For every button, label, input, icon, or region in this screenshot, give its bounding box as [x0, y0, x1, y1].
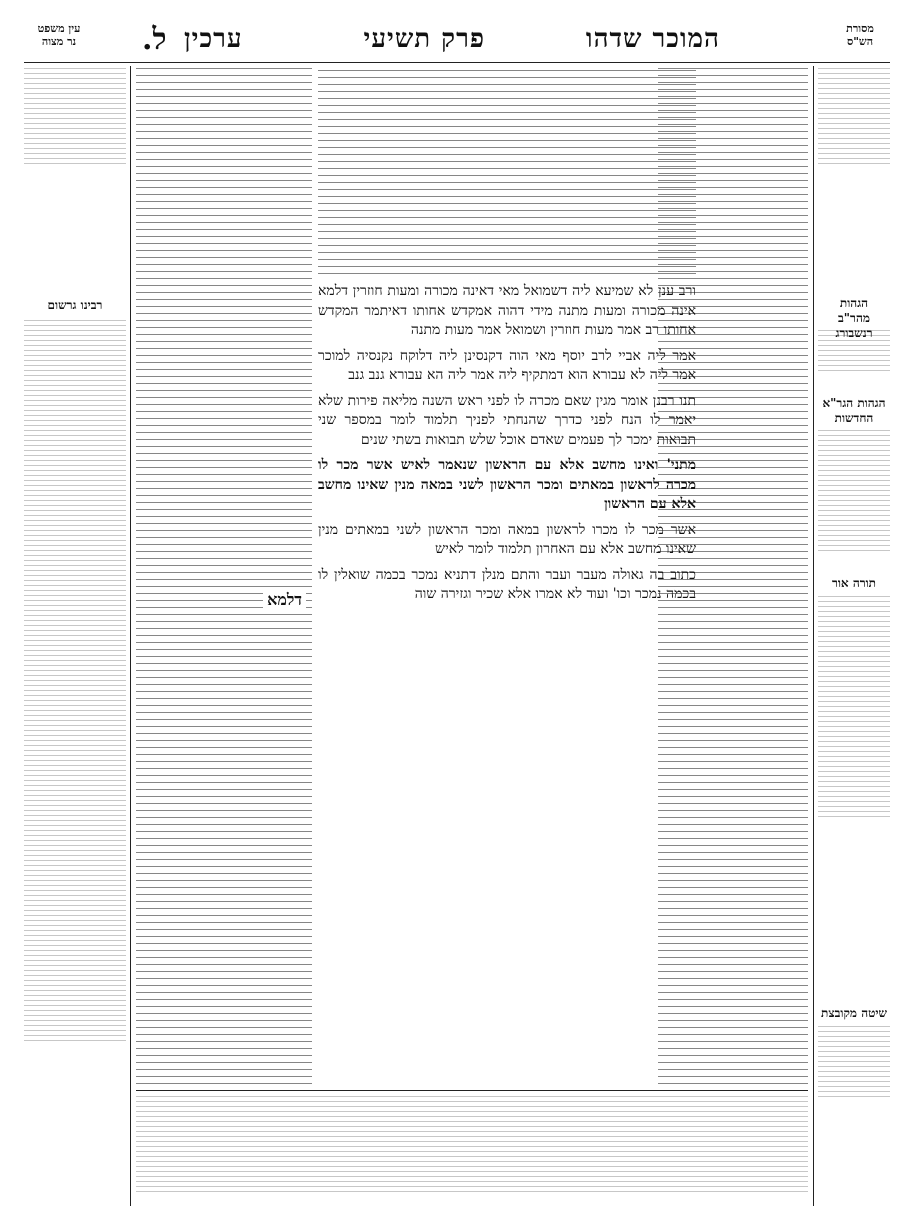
ein-mishpat-label: עין משפט נר מצוה — [37, 22, 81, 48]
ein-mishpat-column — [24, 66, 126, 1186]
hagahot-hagra-heading: הגהות הגר"א החדשות — [822, 396, 886, 425]
tractate-title: ערכין — [184, 24, 243, 54]
gemara-paragraph: אשר מכר לו מכרו לראשון במאה ומכר הראשון לשני במאתים מנין שאינו מחשב אלא עם האחרון תלמוד לומר לאיש — [318, 521, 696, 557]
gemara-paragraph: תנו רבנן אומר מגין שאם מכרה לו לפני ראש השנה מליאה פירות שלא יאמר לו הנח לפני כדרך שהנחתי לפניך תלמוד לומר במספר שני תבואות ימכר לך פעמים שאדם אוכל שלש תבואות בשתי שנים — [318, 392, 696, 448]
hagahot-maharam-heading: הגהות מהר"ב רנשבורג — [835, 296, 873, 340]
rabbeinu-gershom-heading: רבינו גרשום — [47, 298, 103, 312]
folio-number: ל. — [142, 22, 167, 57]
shita-mekubetzet-heading: שיטה מקובצת — [821, 1006, 887, 1020]
chapter-number: פרק תשיעי — [363, 24, 485, 54]
mesoret-hashas-label: מסורת הש"ס — [846, 22, 874, 48]
bottom-commentary — [136, 1094, 808, 1194]
gemara-paragraph: ורב ענן לא שמיעא ליה דשמואל מאי דאינה מכורה ומעות חוזרין דלמא אינה מכורה ומעות מתנה מידי דהוה אמקדש אחותו דאיתמר המקדש אחותו רב אמר מעות חוזרין ושמואל אמר מעות מתנה — [318, 283, 696, 338]
gemara-paragraph: אמר ליה אביי לרב יוסף מאי הוה דקנסינן ליה דלוקח נקנסיה למוכר אמר ליה לא עבורא הוא דמתקיף ליה אמר ליה הא עבורא גנב גנב — [318, 347, 696, 383]
gemara-top-block — [318, 66, 696, 278]
gemara-paragraph: כתוב בה גאולה מעבר ועבר והתם מנלן דתניא נמכר בכמה שואלין לו בכמה נמכר וכו' ועוד לא אמרו אלא שכיר וגזירה שוה — [318, 566, 696, 602]
chapter-title-right: המוכר שדהו — [585, 24, 720, 54]
header-rule — [24, 62, 890, 63]
torah-or-heading: תורה אור — [831, 576, 877, 590]
tosafot-column — [136, 66, 312, 1086]
bottom-band-rule — [136, 1090, 808, 1091]
dalma-heading: דלמא — [263, 590, 306, 610]
mesoret-hashas-column — [818, 66, 890, 1186]
gemara-main-text — [318, 282, 696, 822]
page-header — [24, 18, 890, 58]
column-rule-1 — [813, 66, 814, 1206]
mishna-paragraph: מתני' ואינו מחשב אלא עם הראשון שנאמר לאיש אשר מכר לו מכרה לראשון במאתים ומכר הראשון לשני במאה מנין שאינו מחשב אלא עם הראשון — [318, 457, 696, 512]
column-rule-2 — [130, 66, 131, 1206]
